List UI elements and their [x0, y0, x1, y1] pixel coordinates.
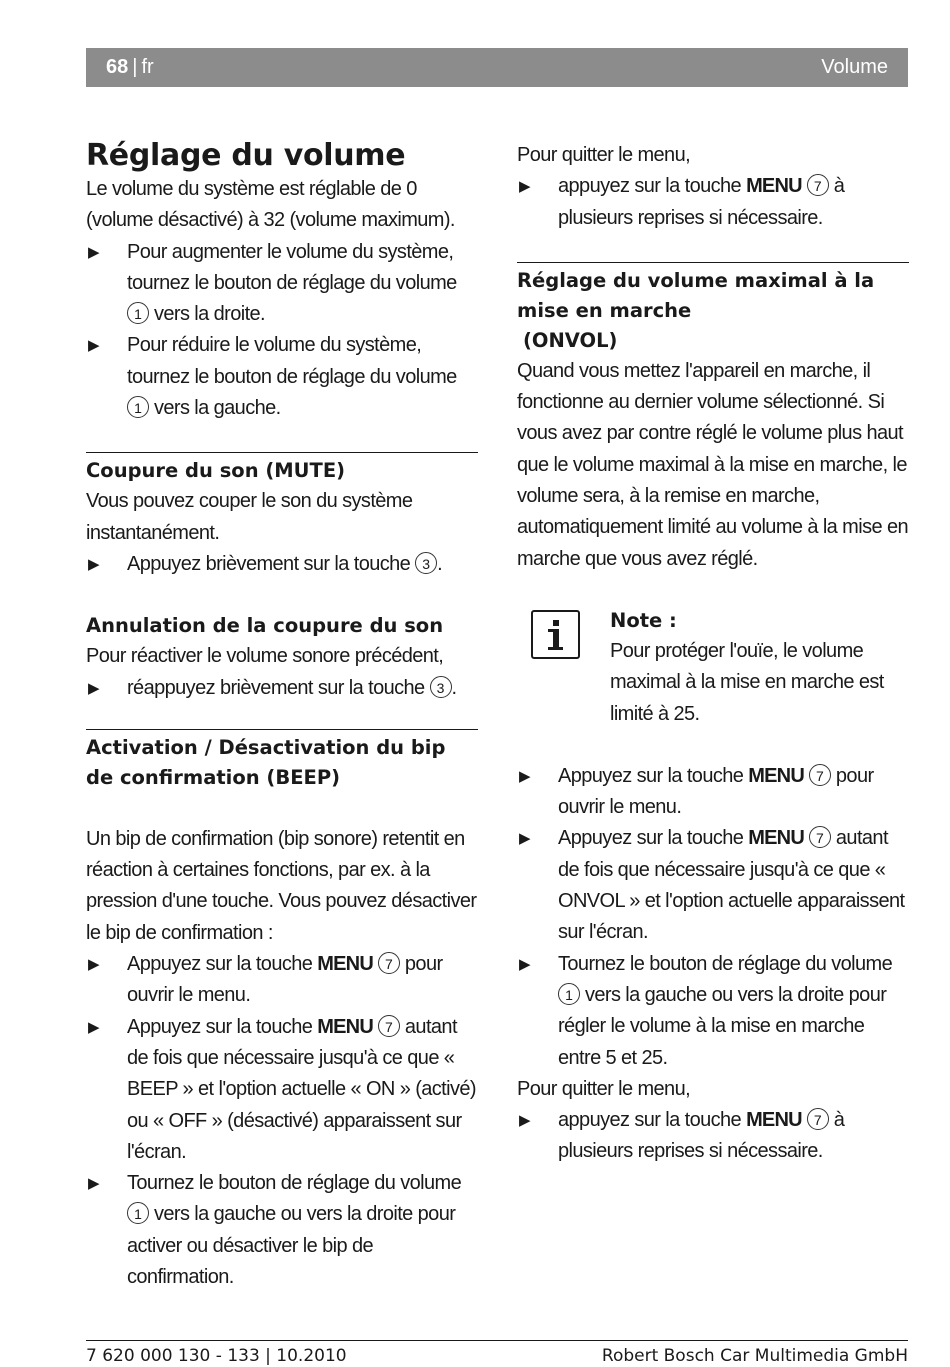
header-separator: |: [132, 56, 138, 78]
menu-key-label: MENU: [748, 764, 804, 787]
quit-paragraph: Pour quitter le menu,: [517, 144, 691, 166]
language-code: fr: [141, 56, 154, 78]
bullet-arrow-icon: ▶: [519, 955, 530, 973]
note-box: [517, 606, 909, 730]
bullet-arrow-icon: ▶: [519, 767, 530, 785]
section-heading-unmute: Annulation de la coupure du son: [86, 614, 444, 638]
key-7-badge: 7: [378, 952, 400, 974]
list-item-text: vers la droite.: [153, 303, 266, 326]
list-item-text: vers la gauche.: [153, 397, 281, 420]
right-column: [517, 140, 909, 1168]
bullet-arrow-icon: ▶: [519, 178, 530, 196]
menu-key-label: MENU: [317, 1015, 373, 1038]
page-number: 68: [106, 56, 129, 78]
list-item: [86, 237, 478, 331]
section-heading-beep: Activation / Désactivation du bip de confirmation (BEEP): [86, 735, 446, 789]
document-reference: 7 620 000 130 - 133 | 10.2010: [86, 1346, 347, 1366]
list-item-text: Appuyez brièvement sur la touche: [127, 552, 411, 575]
key-1-badge: 1: [127, 396, 149, 418]
list-item-text: Appuyez sur la touche: [127, 1015, 313, 1038]
list-item-text: Tournez le bouton de réglage du volume: [127, 1172, 462, 1195]
list-item-text: pour ouvrir le menu.: [127, 953, 443, 1007]
section-heading-mute: Coupure du son (MUTE): [86, 459, 346, 483]
list-item-text: vers la gauche ou vers la droite pour régler le volume à la mise en marche entre 5 et 25.: [558, 983, 887, 1069]
menu-key-label: MENU: [317, 953, 373, 976]
key-7-badge: 7: [809, 826, 831, 848]
page-footer: [86, 1345, 908, 1367]
page-header: [86, 48, 908, 87]
menu-key-label: MENU: [748, 827, 804, 850]
left-column: [86, 138, 478, 1293]
bullet-arrow-icon: ▶: [88, 1018, 99, 1036]
list-item: [517, 1105, 909, 1168]
list-item: ▶ Appuyez brièvement sur la touche 3 .: [86, 549, 478, 580]
list-item: [86, 1168, 478, 1293]
key-3-badge: 3: [430, 676, 452, 698]
section-divider: [86, 729, 478, 730]
key-3-badge: 3: [415, 552, 437, 574]
list-item-text: appuyez sur la touche: [558, 1109, 742, 1132]
footer-divider: [86, 1340, 908, 1341]
unmute-paragraph: Pour réactiver le volume sonore précédent,: [86, 645, 444, 668]
bullet-arrow-icon: ▶: [88, 243, 99, 261]
list-item: [517, 949, 909, 1074]
list-item-text: Appuyez sur la touche: [558, 827, 744, 850]
company-name: Robert Bosch Car Multimedia GmbH: [601, 1346, 908, 1366]
list-item: [86, 330, 478, 424]
key-1-badge: 1: [558, 983, 580, 1005]
list-item-text: vers la gauche ou vers la droite pour activer ou désactiver le bip de confirmation.: [127, 1203, 456, 1289]
section-divider: [517, 262, 909, 263]
list-item: [517, 823, 909, 948]
page-title: Réglage du volume: [86, 138, 406, 173]
list-item-text: Appuyez sur la touche: [127, 953, 313, 976]
bullet-arrow-icon: ▶: [88, 956, 99, 974]
intro-paragraph: Le volume du système est réglable de 0 (volume désactivé) à 32 (volume maximum).: [86, 178, 455, 232]
key-1-badge: 1: [127, 302, 149, 324]
list-item-text: réappuyez brièvement sur la touche: [127, 676, 425, 699]
section-heading-onvol-code: (ONVOL): [523, 328, 618, 352]
bullet-arrow-icon: ▶: [88, 555, 99, 573]
list-item-text: Tournez le bouton de réglage du volume: [558, 952, 893, 975]
bullet-arrow-icon: ▶: [519, 1112, 530, 1130]
list-item-text: à plusieurs reprises si nécessaire.: [558, 1109, 845, 1163]
section-name: Volume: [821, 56, 888, 78]
list-item: [517, 171, 909, 234]
key-1-badge: 1: [127, 1202, 149, 1224]
bullet-arrow-icon: ▶: [88, 1175, 99, 1193]
list-item-text: appuyez sur la touche: [558, 175, 742, 198]
list-item-text: autant de fois que nécessaire jusqu'à ce que « ONVOL » et l'option actuelle apparaissent sur l'écran.: [558, 827, 905, 944]
bullet-arrow-icon: ▶: [519, 830, 530, 848]
onvol-paragraph: Quand vous mettez l'appareil en marche, il fonctionne au dernier volume sélectionné. Si vous avez par contre réglé le volume plus haut que le volume maximal à la mise en marche, le volume sera, à la remise en marche, automatiquement limité au volume à la mise en marche que vous avez réglé.: [517, 359, 908, 570]
note-title: Note :: [610, 608, 677, 632]
mute-paragraph: Vous pouvez couper le son du système instantanément.: [86, 490, 413, 544]
key-7-badge: 7: [378, 1015, 400, 1037]
list-item: [86, 1012, 478, 1168]
section-heading-onvol: Réglage du volume maximal à la mise en marche: [517, 268, 875, 322]
menu-key-label: MENU: [746, 175, 802, 198]
beep-paragraph: Un bip de confirmation (bip sonore) retentit en réaction à certaines fonctions, par ex. à la pression d'une touche. Vous pouvez désactiver le bip de confirmation :: [86, 827, 477, 944]
list-item: ▶ réappuyez brièvement sur la touche 3 .: [86, 673, 478, 704]
key-7-badge: 7: [807, 1108, 829, 1130]
header-left: [106, 56, 154, 79]
list-item-text: à plusieurs reprises si nécessaire.: [558, 175, 845, 229]
bullet-arrow-icon: ▶: [88, 679, 99, 697]
list-item-text: Pour réduire le volume du système, tournez le bouton de réglage du volume: [127, 334, 457, 388]
list-item-text: Pour augmenter le volume du système, tournez le bouton de réglage du volume: [127, 240, 457, 294]
key-7-badge: 7: [807, 174, 829, 196]
list-item: [517, 761, 909, 824]
note-text: Pour protéger l'ouïe, le volume maximal à la mise en marche est limité à 25.: [610, 639, 884, 725]
list-item: [86, 949, 478, 1012]
quit-paragraph: Pour quitter le menu,: [517, 1077, 691, 1100]
info-icon: [531, 610, 580, 659]
section-divider: [86, 452, 478, 453]
list-item-text: Appuyez sur la touche: [558, 764, 744, 787]
key-7-badge: 7: [809, 764, 831, 786]
bullet-arrow-icon: ▶: [88, 337, 99, 355]
list-item-text: autant de fois que nécessaire jusqu'à ce que « BEEP » et l'option actuelle « ON » (activé) ou « OFF » (désactivé) apparaissent sur l'écran.: [127, 1015, 476, 1163]
list-item-text: pour ouvrir le menu.: [558, 764, 874, 819]
menu-key-label: MENU: [746, 1109, 802, 1132]
